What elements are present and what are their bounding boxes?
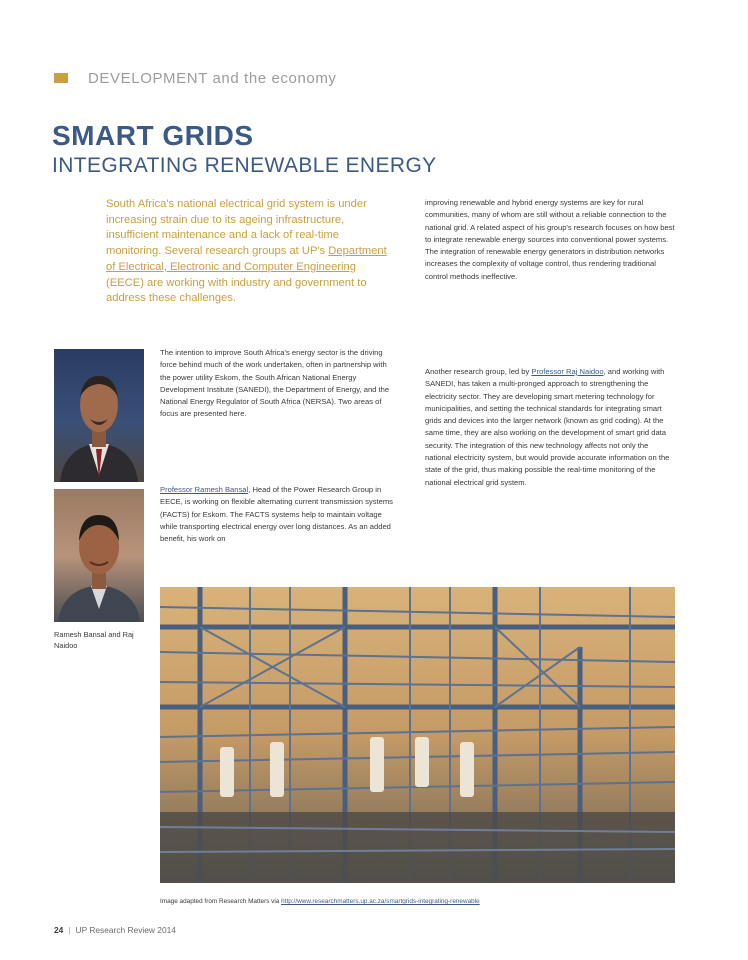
raj-naidoo-link[interactable]: Professor Raj Naidoo (531, 367, 604, 376)
portrait-ramesh-bansal (54, 349, 144, 482)
portrait-raj-naidoo (54, 489, 144, 622)
page-footer (54, 925, 176, 935)
footer-separator: | (68, 925, 71, 935)
photo-caption: Ramesh Bansal and Raj Naidoo (54, 630, 134, 650)
eece-department-link[interactable]: Department of Electrical, Electronic and Computer Engineering (106, 245, 387, 273)
intro-paragraph (106, 197, 391, 307)
article-title: SMART GRIDS (52, 120, 254, 151)
section-marker (54, 73, 68, 83)
image-credit (160, 898, 480, 905)
body-paragraph-1: The intention to improve South Africa's energy sector is the driving force behind much of the work undertaken, often in partnership with the power utility Eskom, the South African National Energy Development Institute (SANEDI), the Department of Energy, and the National Energy Regulator of South Africa (NERSA). Two areas of focus are presented here. (160, 348, 390, 419)
section-title: DEVELOPMENT and the economy (88, 69, 337, 87)
credit-text: Image adapted from Research Matters via (160, 898, 282, 905)
substation-illustration (160, 587, 675, 883)
body-paragraph-2 (160, 484, 395, 545)
article-subtitle: INTEGRATING RENEWABLE ENERGY (52, 154, 437, 177)
paragraph-text: , Head of the Power Research Group in EECE, is working on flexible alternating current transmission systems (FACTS) for Eskom. The FACTS systems help to maintain voltage while transporting electrical energy over long distances. As an added benefit, his work on (160, 485, 393, 544)
credit-link[interactable]: http://www.researchmatters.up.ac.za/smartgrids-integrating-renewable (281, 898, 480, 905)
ramesh-bansal-link[interactable]: Professor Ramesh Bansal (160, 485, 249, 494)
paragraph-text: Another research group, led by (425, 367, 532, 376)
section-header (54, 68, 337, 88)
substation-photo (160, 587, 675, 883)
intro-text: South Africa's national electrical grid system is under increasing strain due to its ageing infrastructure, insufficient maintenance and a lack of real-time monitoring. Several research groups at UP's (106, 198, 367, 258)
intro-text-end: (EECE) are working with industry and government to address these challenges. (106, 276, 367, 305)
page-number: 24 (54, 925, 64, 935)
portrait-illustration (54, 349, 144, 482)
body-paragraph-4 (425, 366, 675, 489)
publication-name: UP Research Review 2014 (75, 925, 176, 935)
portrait-illustration (54, 489, 144, 622)
paragraph-text-end: , and working with SANEDI, has taken a multi-pronged approach to strengthening the electricity sector. They are developing smart metering technology for municipalities, and setting the technical standards for integrating smart grids and devices into the larger network (known as grid coding). At the same time, they are also working on the development of smart grid data security. The integration of this new technology affects not only the national electricity system, but would provide accurate information on the state of the grid, thus making possible the real-time monitoring of the national electrical grid system. (425, 367, 670, 487)
body-paragraph-3: improving renewable and hybrid energy systems are key for rural communities, many of whom are still without a reliable connection to the national grid. A related aspect of his group's research focuses on how best to integrate renewable energy sources into conventional power systems. The integration of renewable energy generators in distribution networks increases the complexity of voltage control, thus rendering traditional control methods ineffective. (425, 198, 675, 281)
